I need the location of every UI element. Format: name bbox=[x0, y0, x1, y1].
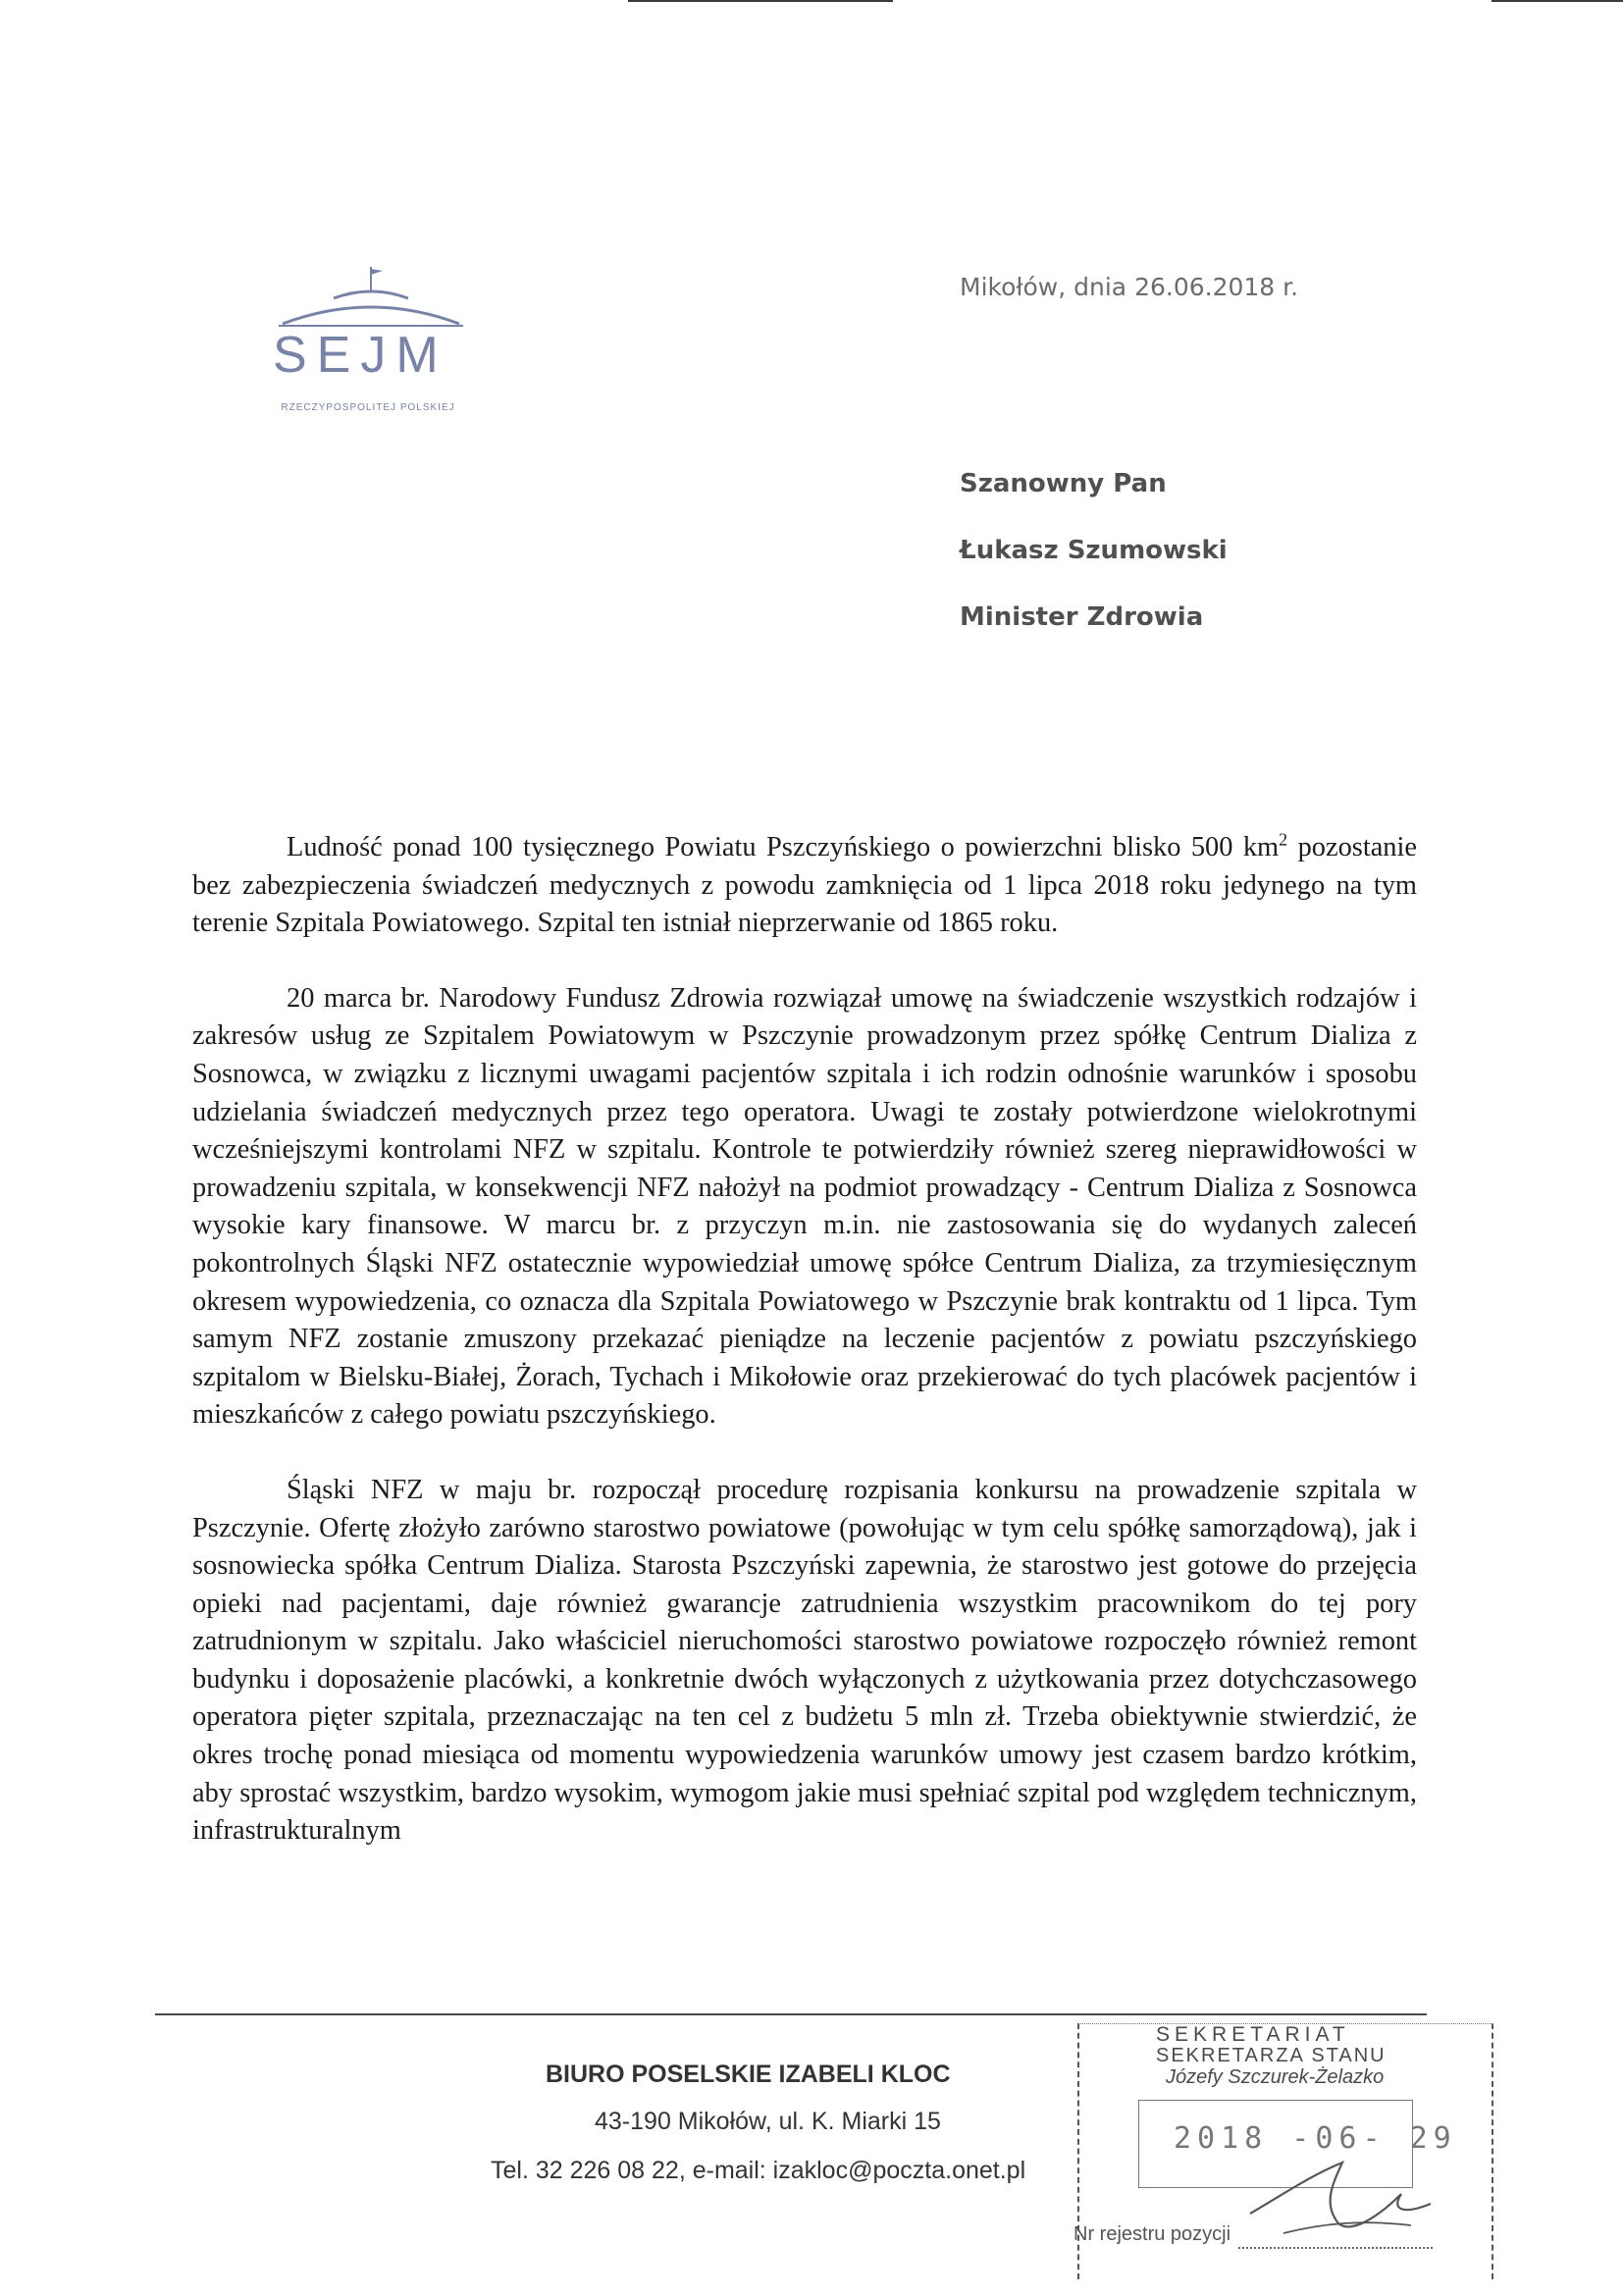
office-contact: Tel. 32 226 08 22, e-mail: izakloc@poczta.onet.pl bbox=[491, 2157, 1026, 2184]
paragraph-2: 20 marca br. Narodowy Fundusz Zdrowia rozwiązał umowę na świadczenie wszystkich rodzajów i zakresów usług ze Szpitalem Powiatowym w Pszczynie prowadzonym przez spółkę Centrum Dializa z Sosnowca, w związku z licznymi uwagami pacjentów szpitala i ich rodzin odnośnie warunków i sposobu udzielania świadczeń medycznych przez tego operatora. Uwagi te zostały potwierdzone wielokrotnymi wcześniejszymi kontrolami NFZ w szpitalu. Kontrole te potwierdziły również szereg nieprawidłowości w prowadzeniu szpitala, w konsekwencji NFZ nałożył na podmiot prowadzący - Centrum Dializa z Sosnowca wysokie kary finansowe. W marcu br. z przyczyn m.in. nie zastosowania się do wydanych zaleceń pokontrolnych Śląski NFZ ostatecznie wypowiedział umowę spółce Centrum Dializa, za trzymiesięcznym okresem wypowiedzenia, co oznacza dla Szpitala Powiatowego w Pszczynie brak kontraktu od 1 lipca. Tym samym NFZ zostanie zmuszony przekazać pieniądze na leczenie pacjentów z powiatu pszczyńskiego szpitalom w Bielsku-Białej, Żorach, Tychach i Mikołowie oraz przekierować do tych placówek pacjentów i mieszkańców z całego powiatu pszczyńskiego. bbox=[192, 982, 1417, 1431]
stamp-line-2: SEKRETARZA STANU bbox=[1156, 2045, 1387, 2066]
letter-body bbox=[192, 829, 1417, 1888]
paragraph-1: Ludność ponad 100 tysięcznego Powiatu Pszczyńskiego o powierzchni blisko 500 $km^2$ pozostanie bez zabezpieczenia świadczeń medycznych z powodu zamknięcia od 1 lipca 2018 roku jedynego na tym terenie Szpitala Powiatowego. Szpital ten istniał nieprzerwanie od 1865 roku. bbox=[192, 829, 1417, 939]
logo-subtitle: RZECZYPOSPOLITEJ POLSKIEJ bbox=[281, 402, 455, 413]
stamp-line-1: SEKRETARIAT bbox=[1156, 2023, 1350, 2046]
recipient-title: Minister Zdrowia bbox=[960, 602, 1204, 632]
sejm-logo bbox=[265, 265, 471, 432]
scan-edge-line bbox=[628, 0, 893, 2]
stamp-registry-label: Nr rejestru pozycji bbox=[1073, 2223, 1231, 2245]
stamp-line-3: Józefy Szczurek-Żelazko bbox=[1166, 2066, 1385, 2088]
stamp-date: 2018 -06- 29 bbox=[1174, 2121, 1457, 2156]
scan-edge-line bbox=[1492, 0, 1623, 2]
stamp-registry-line bbox=[1238, 2247, 1433, 2249]
office-address: 43-190 Mikołów, ul. K. Miarki 15 bbox=[595, 2108, 941, 2135]
office-name: BIURO POSELSKIE IZABELI KLOC bbox=[546, 2061, 951, 2088]
letter-date: Mikołów, dnia 26.06.2018 r. bbox=[960, 273, 1299, 301]
recipient-salutation: Szanowny Pan bbox=[960, 469, 1167, 498]
footer-divider bbox=[155, 2013, 1427, 2015]
recipient-name: Łukasz Szumowski bbox=[960, 536, 1228, 565]
paragraph-3: Śląski NFZ w maju br. rozpoczął procedurę rozpisania konkursu na prowadzenie szpitala w Pszczynie. Ofertę złożyło zarówno starostwo powiatowe (powołując w tym celu spółkę samorządową), jak i sosnowiecka spółka Centrum Dializa. Starosta Pszczyński zapewnia, że starostwo jest gotowe do przejęcia opieki nad pacjentami, daje również gwarancje zatrudnienia wszystkim pracownikom do tej pory zatrudnionym w szpitalu. Jako właściciel nieruchomości starostwo powiatowe rozpoczęło również remont budynku i doposażenie placówki, a konkretnie dwóch wyłączonych z użytkowania przez dotychczasowego operatora pięter szpitala, przeznaczając na ten cel z budżetu 5 mln zł. Trzeba obiektywnie stwierdzić, że okres trochę ponad miesiąca od momentu wypowiedzenia warunków umowy jest czasem bardzo krótkim, aby sprostać wszystkim, bardzo wysokim, wymogom jakie musi spełniać szpital pod względem technicznym, infrastrukturalnym bbox=[192, 1474, 1417, 1847]
logo-wordmark: SEJM bbox=[273, 327, 448, 384]
handwritten-signature bbox=[1244, 2155, 1440, 2243]
